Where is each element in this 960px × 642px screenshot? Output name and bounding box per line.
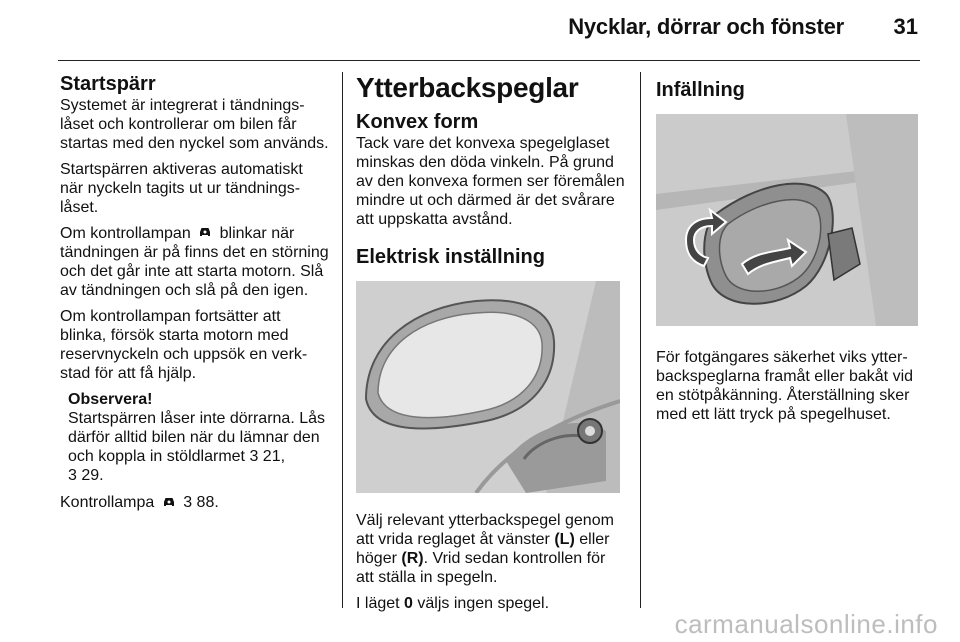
page-header [0, 0, 960, 60]
note-title: Observera! [68, 391, 153, 409]
note-box [60, 390, 330, 485]
page-ref-link[interactable]: 3 29. [68, 467, 104, 485]
paragraph: Tack vare det konvexa spegelglaset minskas den döda vinkeln. På grund av den konvexa formen ser föremålen mindre ut och därmed är det svårare att uppskatta avstånd. [356, 135, 625, 228]
paragraph: I läget 0 väljs ingen spegel. [356, 595, 550, 612]
column-startsparr [60, 72, 330, 520]
text-fragment: Kontrollampa [60, 494, 155, 512]
section-title-ytterbackspeglar: Ytterbackspeglar [356, 72, 579, 103]
position-zero-label: 0 [404, 595, 413, 612]
column-divider [640, 72, 641, 608]
car-key-lamp-icon [162, 494, 176, 513]
watermark: carmanualsonline.info [674, 609, 938, 639]
text-fragment: blinkar när tändningen är på finns det en störning och det går inte att starta motorn. Slå av tändningen och slå på den igen. [60, 225, 329, 300]
paragraph: Välj relevant ytterbackspegel genom att vrida reglaget åt vänster (L) eller höger (R). Vrid sedan kontrollen för att ställa in spegeln. [356, 512, 614, 586]
paragraph: Systemet är integrerat i tändnings-låset och kontrollerar om bilen får startas med den nyckel som används. [60, 97, 329, 152]
column-ytterbackspeglar [356, 72, 626, 620]
page-title: Nycklar, dörrar och fönster [568, 14, 844, 39]
car-key-lamp-icon [198, 224, 212, 243]
paragraph [60, 493, 330, 512]
mirror-adjust-figure [356, 281, 620, 493]
subheading-elektrisk-installning: Elektrisk inställning [356, 246, 545, 268]
paragraph: För fotgängares säkerhet viks ytter-backspeglarna framåt eller bakåt vid en stötpåkänning. Återställning sker med ett lätt tryck på spegelhuset. [656, 349, 914, 423]
page-ref-arrow-icon: 3 [183, 494, 193, 512]
page-number: 31 [893, 14, 918, 39]
page-ref-link[interactable]: 3 88. [183, 494, 219, 512]
right-label: (R) [401, 550, 424, 567]
section-heading-startsparr: Startspärr [60, 73, 156, 95]
paragraph: Startspärren aktiveras automatiskt när nyckeln tagits ut ur tändnings-låset. [60, 161, 303, 216]
header-rule [58, 60, 920, 61]
text-fragment: Om kontrollampan [60, 225, 191, 242]
paragraph: Om kontrollampan fortsätter att blinka, försök starta motorn med reservnyckeln och uppsök en verk-stad för att få hjälp. [60, 308, 308, 383]
column-infallning [656, 72, 926, 431]
section-heading-infallning: Infällning [656, 79, 745, 101]
page-ref-link[interactable]: 3 21, [249, 448, 286, 466]
note-body: Startspärren låser inte dörrarna. Lås därför alltid bilen när du lämnar den och koppla in stöldlarmet [68, 410, 326, 466]
page-ref-arrow-icon: 3 [68, 467, 77, 485]
left-label: (L) [554, 531, 575, 548]
paragraph [60, 224, 330, 300]
mirror-folding-figure [656, 114, 918, 326]
subheading-konvex-form: Konvex form [356, 111, 479, 133]
page-ref-arrow-icon: 3 [249, 448, 259, 466]
column-divider [342, 72, 343, 608]
